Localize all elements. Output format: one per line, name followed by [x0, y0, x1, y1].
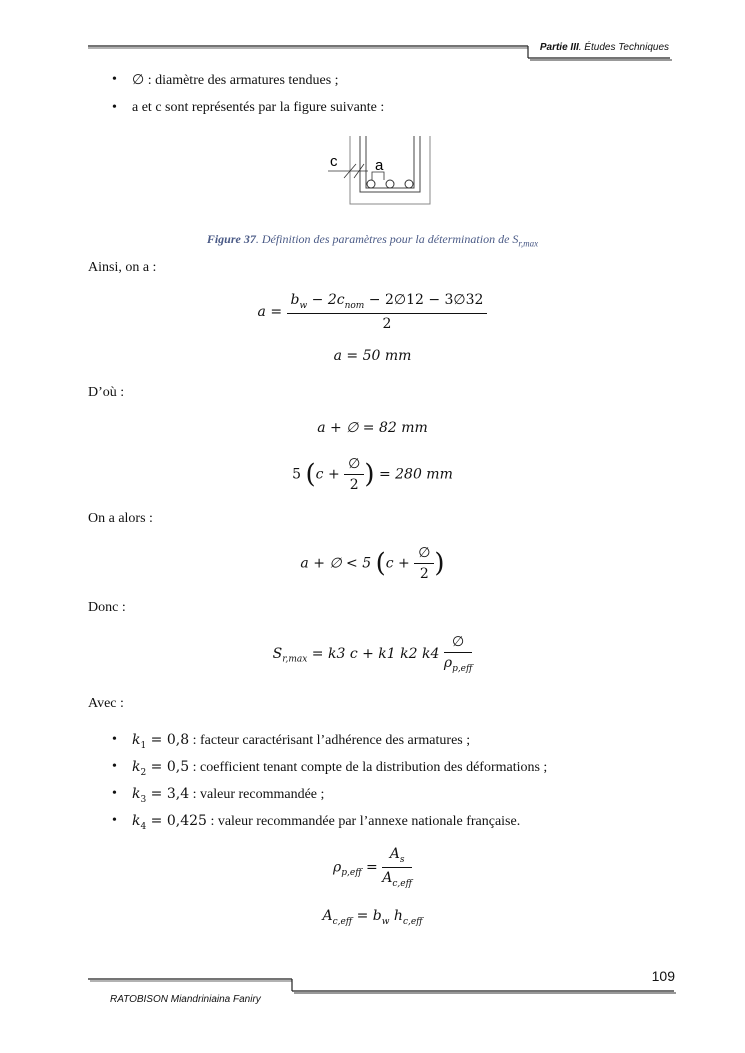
bullet-dot: •: [112, 100, 117, 115]
header-part: Partie III: [539, 42, 579, 53]
para-donc: Donc :: [88, 600, 126, 615]
equation-a-plus-phi: a + ∅ = 82 mm: [317, 420, 428, 436]
para-dou: D’où :: [88, 385, 125, 400]
k3-item: $k_3 = 3,4$ : valeur recommandée ;: [132, 786, 325, 805]
caption-number: Figure 37: [206, 232, 256, 246]
para-avec: Avec :: [88, 696, 124, 711]
figure-label-a: a: [375, 157, 384, 174]
bullet-diameter: ∅ : diamètre des armatures tendues ;: [132, 72, 339, 88]
page-number: 109: [651, 968, 675, 984]
figure-label-c: c: [330, 153, 338, 170]
para-ainsi: Ainsi, on a :: [88, 260, 157, 275]
rebar-section-figure: [320, 136, 445, 208]
equation-srmax: $S_{r,max} = k3$ c + k1 k2 k4 $\frac{\emptyset}{\rho_{p,eff}}$: [272, 634, 473, 674]
bullet-dot: •: [112, 72, 117, 87]
equation-5c: 5 (c + $\frac{\emptyset}{2}$ ) = 280 mm: [292, 456, 453, 493]
footer-author: RATOBISON Miandriniaina Faniry: [110, 994, 261, 1005]
figure-caption: Figure 37. Définition des paramètres pour la détermination de $S_{r,max}$: [206, 232, 539, 249]
bullet-a-c: a et c sont représentés par la figure suivante :: [132, 100, 385, 115]
bullet-dot: •: [112, 759, 117, 774]
equation-rho: $\rho_{p,eff}$ = $\frac{A_s}{A_{c,eff}}$: [333, 846, 412, 889]
bullet-dot: •: [112, 786, 117, 801]
bullet-dot: •: [112, 732, 117, 747]
k2-item: $k_2 = 0,5$ : coefficient tenant compte de la distribution des déformations ;: [132, 759, 548, 778]
header-text: [540, 42, 669, 53]
header-section: . Études Techniques: [578, 42, 669, 53]
equation-a-value: a = 50 mm: [333, 348, 412, 364]
k1-item: $k_1 = 0,8$ : facteur caractérisant l’adhérence des armatures ;: [132, 732, 471, 751]
bullet-dot: •: [112, 813, 117, 828]
equation-inequality: a + ∅ < 5 (c + $\frac{\emptyset}{2}$ ): [300, 545, 445, 582]
header-rule: [0, 0, 745, 70]
k4-item: $k_4 = 0,425$ : valeur recommandée par l’annexe nationale française.: [132, 813, 521, 832]
para-alors: On a alors :: [88, 511, 153, 526]
equation-aceff: $A_{c,eff} = b_w$ $h_{c,eff}$: [322, 908, 423, 927]
equation-a-fraction: a = $\frac{b_w - 2c_{nom} - 2\emptyset 12 - 3\emptyset 32}{2}$: [0, 292, 745, 332]
